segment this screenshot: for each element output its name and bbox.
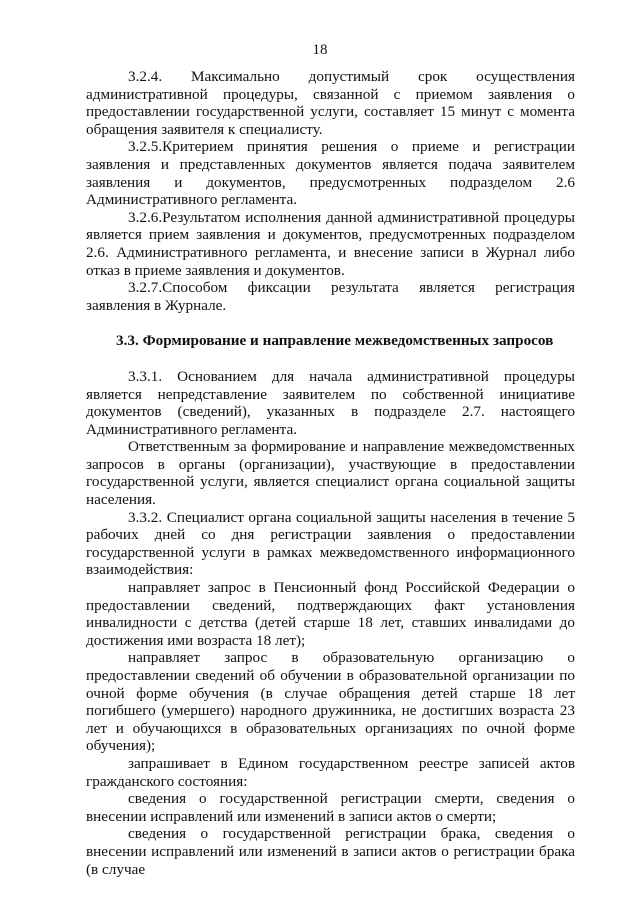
section-heading-3-3: 3.3. Формирование и направление межведомственных запросов (116, 332, 554, 350)
paragraph-3-2-7: 3.2.7.Способом фиксации результата является регистрация заявления в Журнале. (86, 279, 575, 314)
list-item-education-request: направляет запрос в образовательную организацию о предоставлении сведений об обучении в образовательной организации по очной форме обучения (в случае обращения детей старше 18 лет погибшего (умершего) народного дружинника, не достигших возраста 23 лет и обучающихся в образовательных организациях по очной форме обучения); (86, 649, 575, 755)
list-item-civil-registry-request: запрашивает в Едином государственном реестре записей актов гражданского состояния: (86, 754, 575, 790)
page-number: 18 (312, 42, 328, 58)
list-item-marriage-registration: сведения о государственной регистрации брака, сведения о внесении исправлений или изменений в записи актов о регистрации брака (в случае (86, 825, 575, 878)
list-item-death-registration: сведения о государственной регистрации смерти, сведения о внесении исправлений или изменений в записи актов о смерти; (86, 790, 575, 825)
paragraph-3-3-2: 3.3.2. Специалист органа социальной защиты населения в течение 5 рабочих дней со дня регистрации заявления о предоставлении государственной услуги в рамках межведомственного информационного взаимодействия: (86, 508, 575, 579)
paragraph-3-2-6: 3.2.6.Результатом исполнения данной административной процедуры является прием заявления и документов, предусмотренных подразделом 2.6. Административного регламента, и внесение записи в Журнал либо отказ в приеме заявления и документов. (86, 208, 575, 279)
document-body (86, 68, 575, 878)
paragraph-3-3-1: 3.3.1. Основанием для начала административной процедуры является непредставление заявителем по собственной инициативе документов (сведений), указанных в подразделе 2.7. настоящего Административного регламента. (86, 367, 575, 438)
paragraph-3-2-4: 3.2.4. Максимально допустимый срок осуществления административной процедуры, связанной с приемом заявления о предоставлении государственной услуги, составляет 15 минут с момента обращения заявителя к специалисту. (86, 68, 575, 138)
paragraph-responsible: Ответственным за формирование и направление межведомственных запросов в органы (организации), участвующие в предоставлении государственной услуги, является специалист органа социальной защиты населения. (86, 438, 575, 509)
paragraph-3-2-5: 3.2.5.Критерием принятия решения о приеме и регистрации заявления и представленных документов является подача заявителем заявления и документов, предусмотренных подразделом 2.6 Административного регламента. (86, 138, 575, 209)
list-item-pension-fund-request: направляет запрос в Пенсионный фонд Российской Федерации о предоставлении сведений, подтверждающих факт установления инвалидности с детства (детей старше 18 лет, ставших инвалидами до достижения ими возраста 18 лет); (86, 579, 575, 649)
